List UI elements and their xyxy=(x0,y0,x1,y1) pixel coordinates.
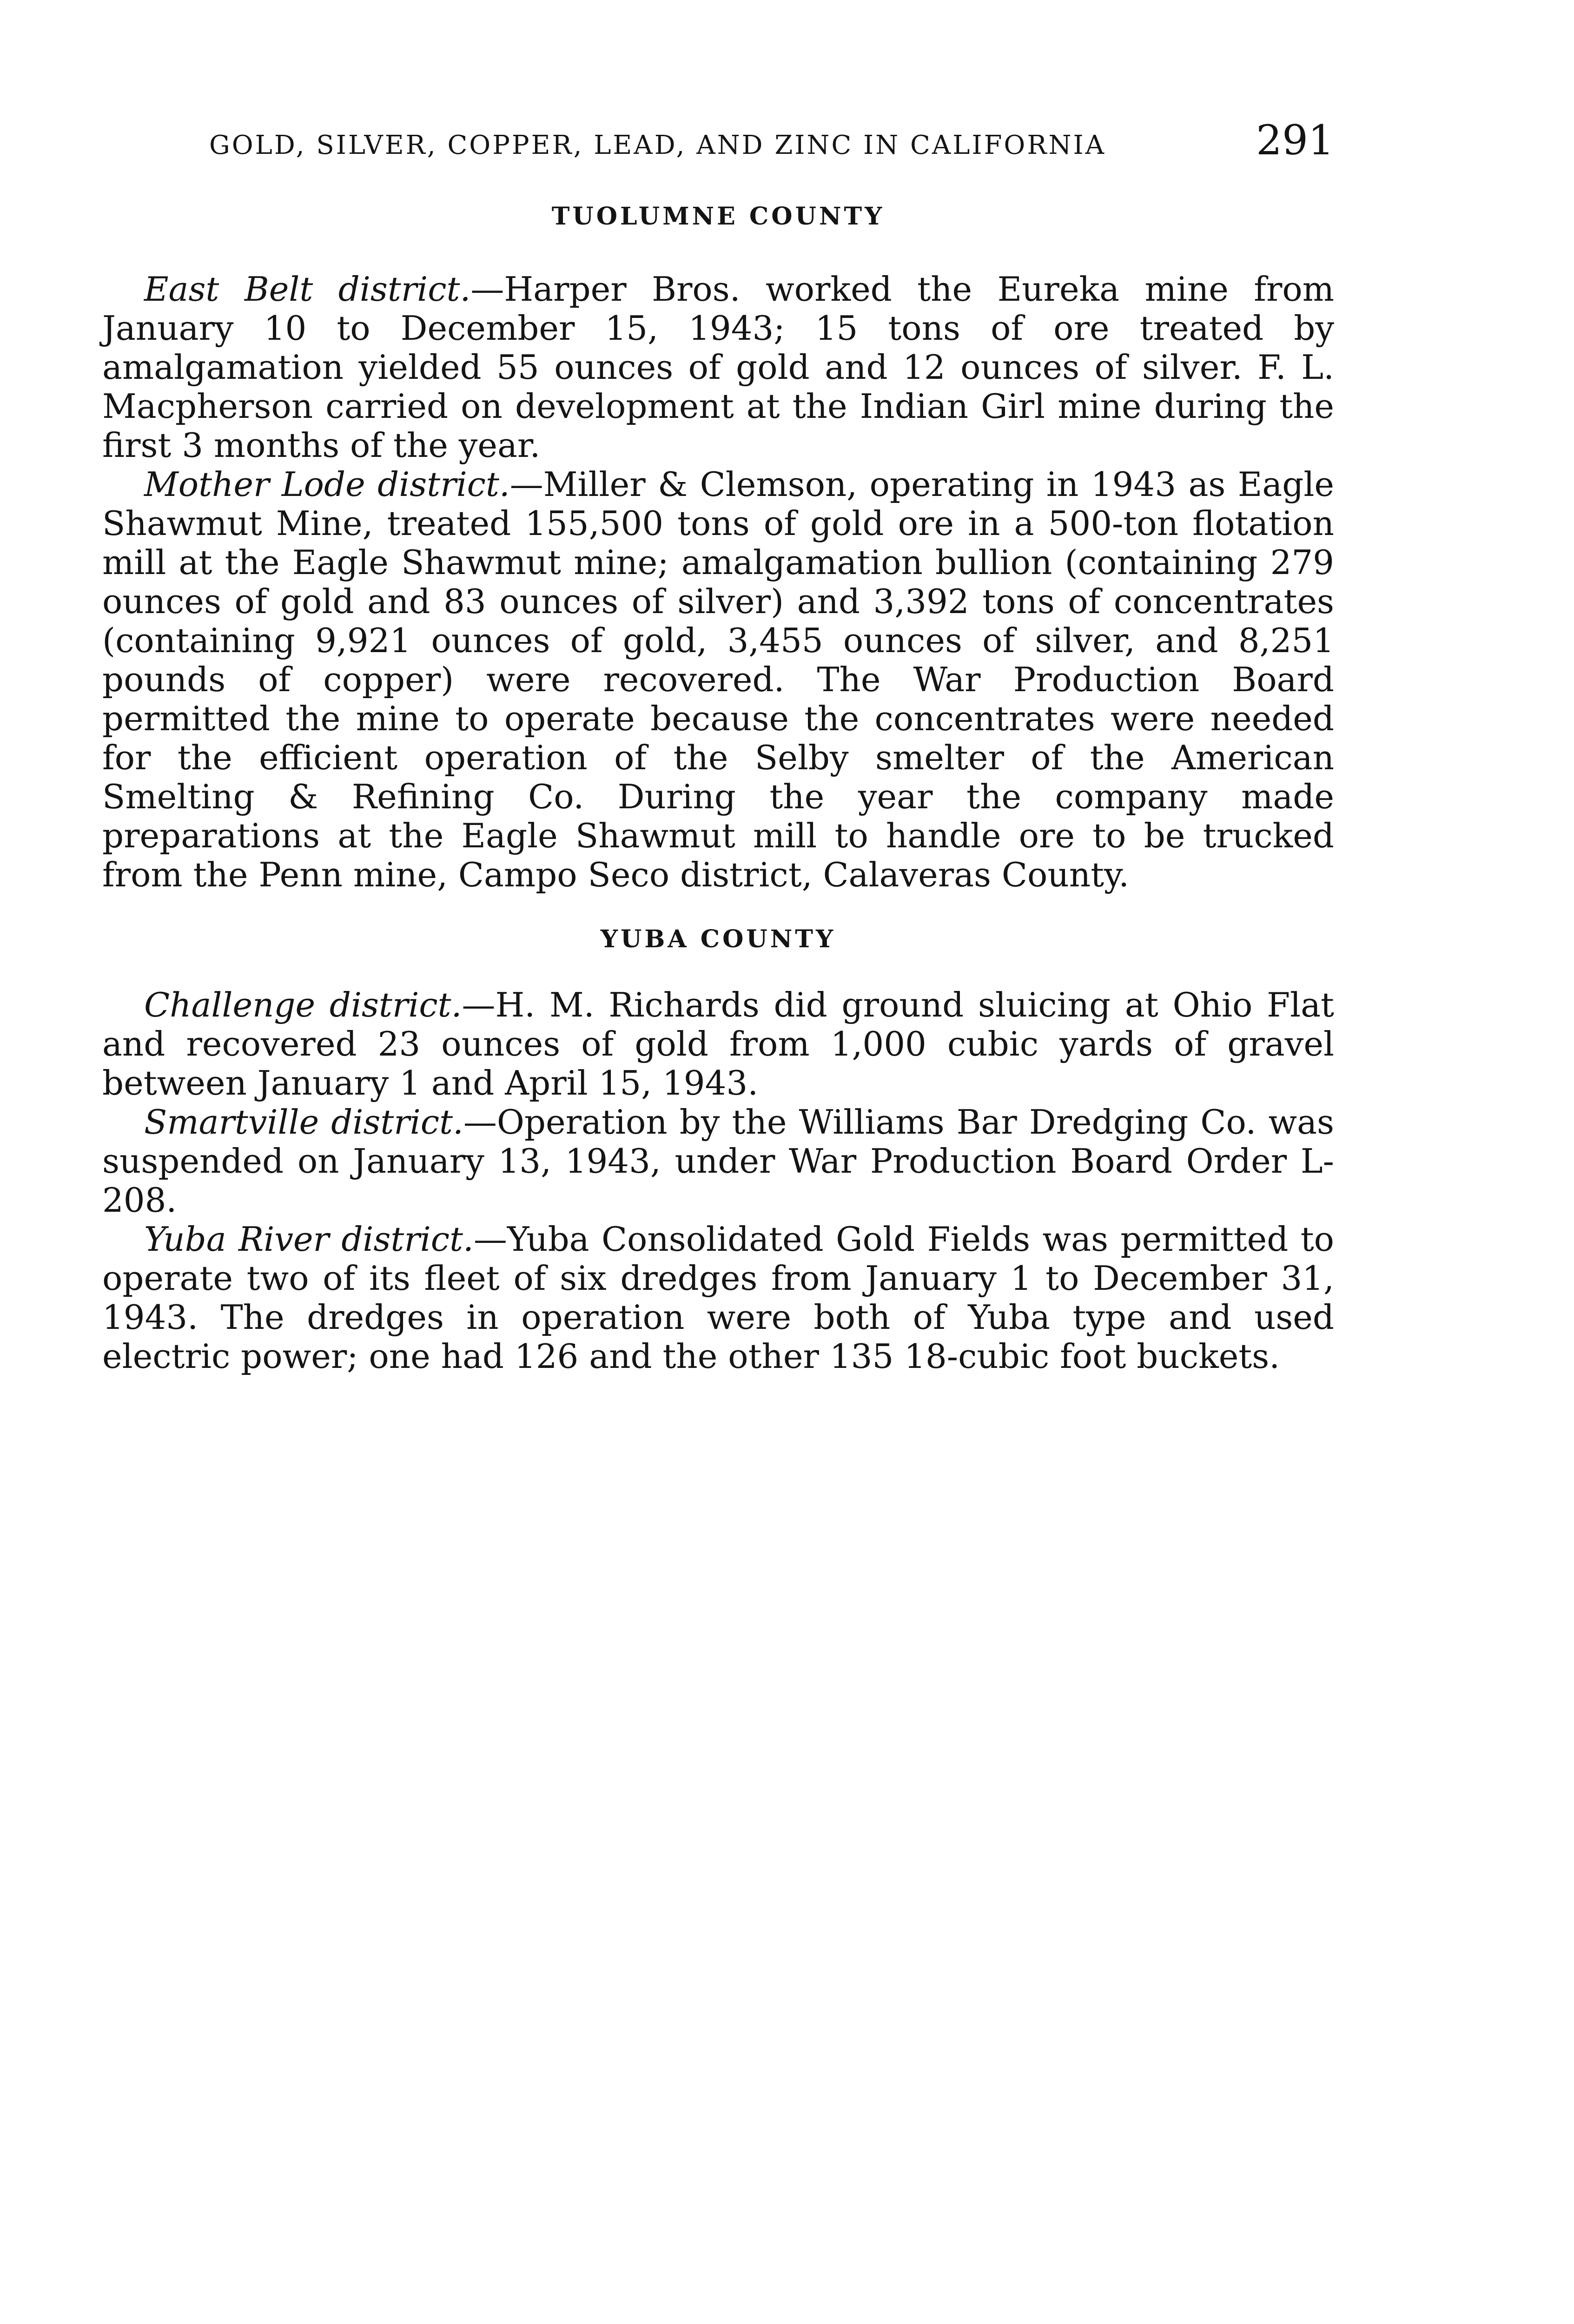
paragraph-yuba-river xyxy=(102,1220,1334,1376)
district-name: Mother Lode district. xyxy=(144,465,510,504)
yuba-section-body xyxy=(102,985,1334,1376)
paragraph-smartville xyxy=(102,1103,1334,1220)
page-number: 291 xyxy=(1256,116,1334,164)
paragraph-challenge xyxy=(102,985,1334,1103)
district-name: Challenge district. xyxy=(144,985,462,1024)
district-name: East Belt district. xyxy=(144,270,471,309)
paragraph-text: —Harper Bros. worked the Eureka mine from January 10 to December 15, 1943; 15 tons of ore treated by amalgamation yielded 55 ounces of gold and 12 ounces of silver. F. L. Macpherson carried on development at the Indian Girl mine during the first 3 months of the year. xyxy=(102,270,1334,465)
tuolumne-section-body xyxy=(102,270,1334,894)
running-title: GOLD, SILVER, COPPER, LEAD, AND ZINC IN CALIFORNIA xyxy=(209,130,1106,160)
district-name: Smartville district. xyxy=(144,1103,463,1142)
paragraph-east-belt xyxy=(102,270,1334,465)
section-heading-yuba: YUBA COUNTY xyxy=(600,925,836,953)
paragraph-text: —Miller & Clemson, operating in 1943 as Eagle Shawmut Mine, treated 155,500 tons of gold ore in a 500-ton flotation mill at the Eagle Shawmut mine; amalgamation bullion (containing 279 ounces of gold and 83 ounces of silver) and 3,392 tons of concentrates (containing 9,921 ounces of gold, 3,455 ounces of silver, and 8,251 pounds of copper) were recovered. The War Production Board permitted the mine to operate because the concentrates were needed for the efficient operation of the Selby smelter of the American Smelting & Refining Co. During the year the company made preparations at the Eagle Shawmut mill to handle ore to be trucked from the Penn mine, Campo Seco district, Calaveras County. xyxy=(102,465,1335,894)
section-heading-tuolumne: TUOLUMNE COUNTY xyxy=(551,202,885,231)
paragraph-text: —Yuba Consolidated Gold Fields was permitted to operate two of its fleet of six dredges from January 1 to December 31, 1943. The dredges in operation were both of Yuba type and used electric power; one had 126 and the other 135 18-cubic foot buckets. xyxy=(102,1220,1334,1376)
running-head xyxy=(209,116,1334,167)
paragraph-text: —Operation by the Williams Bar Dredging Co. was suspended on January 13, 1943, under War Production Board Order L-208. xyxy=(102,1103,1335,1220)
district-name: Yuba River district. xyxy=(144,1220,474,1259)
paragraph-mother-lode xyxy=(102,465,1334,894)
paragraph-text: —H. M. Richards did ground sluicing at Ohio Flat and recovered 23 ounces of gold from 1,000 cubic yards of gravel between January 1 and April 15, 1943. xyxy=(102,985,1334,1103)
